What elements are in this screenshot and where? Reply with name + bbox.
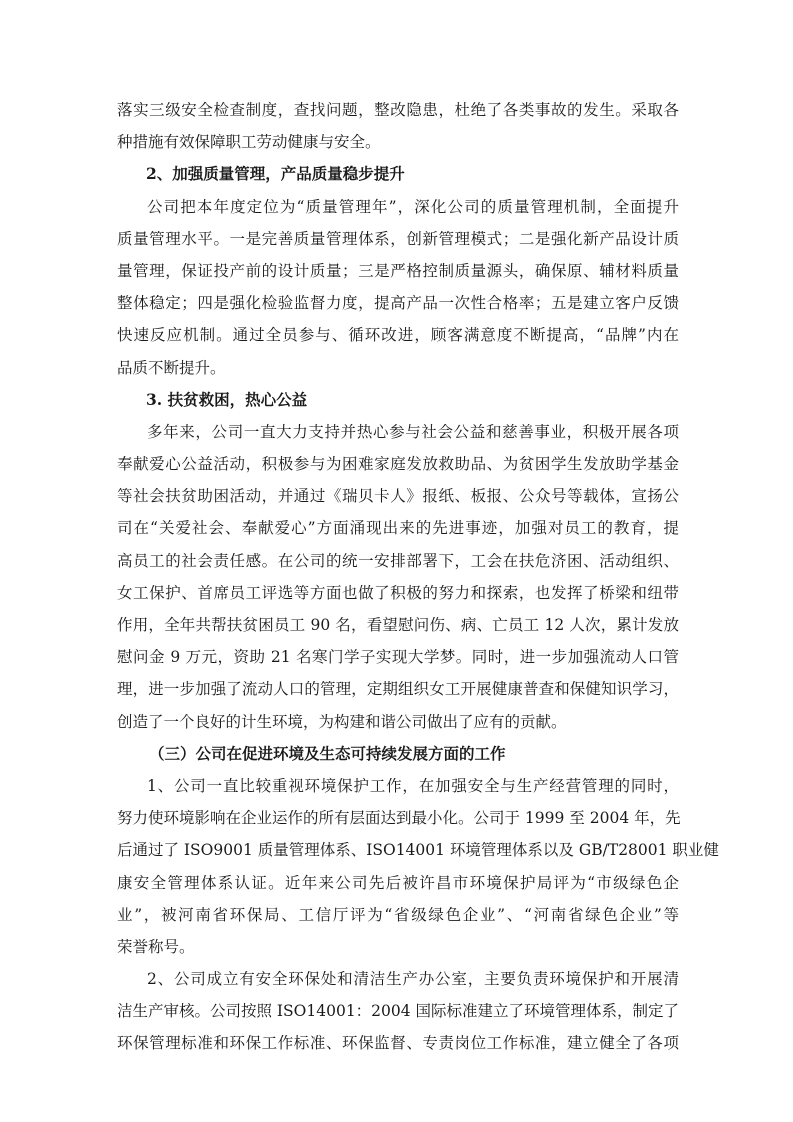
paragraph-line: 高员工的社会责任感。在公司的统一安排部署下，工会在扶危济困、活动组织、 bbox=[117, 551, 679, 570]
paragraph-line: 品质不断提升。 bbox=[117, 358, 226, 377]
paragraph-line: 女工保护、首席员工评选等方面也做了积极的努力和探索，也发挥了桥梁和纽带 bbox=[117, 583, 679, 602]
paragraph-line: 后通过了 ISO9001 质量管理体系、ISO14001 环境管理体系以及 GB/T28001 职业健 bbox=[117, 841, 719, 860]
paragraph-line: 整体稳定；四是强化检验监督力度，提高产品一次性合格率；五是建立客户反馈 bbox=[117, 294, 679, 313]
paragraph-line: 等社会扶贫助困活动，并通过《瑞贝卡人》报纸、板报、公众号等载体，宣扬公 bbox=[117, 487, 679, 506]
paragraph-line: 2、公司成立有安全环保处和清洁生产办公室，主要负责环境保护和开展清 bbox=[147, 970, 679, 989]
paragraph-line: 作用，全年共帮扶贫困员工 90 名，看望慰问伤、病、亡员工 12 人次，累计发放 bbox=[117, 616, 679, 634]
paragraph-line: 荣誉称号。 bbox=[117, 937, 195, 956]
paragraph-line: 质量管理水平。一是完善质量管理体系，创新管理模式；二是强化新产品设计质 bbox=[117, 229, 679, 248]
paragraph-line: 慰问金 9 万元，资助 21 名寒门学子实现大学梦。同时，进一步加强流动人口管 bbox=[117, 648, 679, 667]
paragraph-line: 1、公司一直比较重视环境保护工作，在加强安全与生产经营管理的同时， bbox=[147, 776, 679, 795]
paragraph-line: 量管理，保证投产前的设计质量；三是严格控制质量源头，确保原、辅材料质量 bbox=[117, 261, 679, 280]
document-body bbox=[117, 94, 719, 1060]
paragraph-line: 多年来，公司一直大力支持并热心参与社会公益和慈善事业，积极开展各项 bbox=[147, 422, 679, 441]
paragraph-line: 洁生产审核。公司按照 ISO14001：2004 国际标准建立了环境管理体系，制定了 bbox=[117, 1002, 680, 1021]
paragraph-line: 落实三级安全检查制度，查找问题，整改隐患，杜绝了各类事故的发生。采取各 bbox=[117, 101, 679, 119]
section-heading-quality: 2、加强质量管理，产品质量稳步提升 bbox=[146, 164, 405, 184]
section-heading-environment: （三）公司在促进环境及生态可持续发展方面的工作 bbox=[149, 743, 506, 763]
paragraph-line: 康安全管理体系认证。近年来公司先后被许昌市环境保护局评为“市级绿色企 bbox=[117, 873, 679, 892]
section-heading-poverty-relief: 3. 扶贫救困，热心公益 bbox=[146, 389, 308, 409]
paragraph-line: 快速反应机制。通过全员参与、循环改进，顾客满意度不断提高，“品牌”内在 bbox=[117, 326, 679, 345]
paragraph-line: 司在“关爱社会、奉献爱心”方面涌现出来的先进事迹，加强对员工的教育，提 bbox=[117, 519, 679, 538]
paragraph-line: 努力使环境影响在企业运作的所有层面达到最小化。公司于 1999 至 2004 年，先 bbox=[117, 809, 681, 828]
paragraph-line: 奉献爱心公益活动，积极参与为困难家庭发放救助品、为贫困学生发放助学基金 bbox=[117, 455, 679, 474]
paragraph-line: 种措施有效保障职工劳动健康与安全。 bbox=[117, 133, 381, 152]
paragraph-line: 业”，被河南省环保局、工信厅评为“省级绿色企业”、“河南省绿色企业”等 bbox=[117, 905, 679, 924]
paragraph-line: 理，进一步加强了流动人口的管理，定期组织女工开展健康普查和保健知识学习， bbox=[117, 680, 679, 699]
paragraph-line: 创造了一个良好的计生环境，为构建和谐公司做出了应有的贡献。 bbox=[117, 712, 567, 731]
paragraph-line: 环保管理标准和环保工作标准、环保监督、专责岗位工作标准，建立健全了各项 bbox=[117, 1034, 679, 1053]
paragraph-line: 公司把本年度定位为“质量管理年”，深化公司的质量管理机制，全面提升 bbox=[147, 197, 679, 216]
